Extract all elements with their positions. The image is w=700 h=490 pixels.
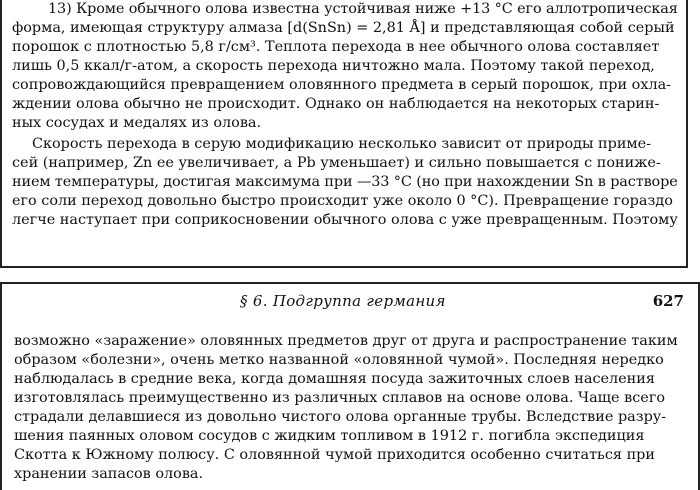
text-line: шения паянных оловом сосудов с жидким топливом в 1912 г. погибла экспедиция — [14, 428, 645, 444]
text-line: лишь 0,5 ккал/г-атом, а скорость перехода ничтожно мала. Поэтому такой переход, — [12, 58, 655, 74]
text-line: его соли переход довольно быстро происходит уже около 0 °С). Превращение гораздо — [12, 193, 673, 209]
text-line: страдали делавшиеся из довольно чистого олова органные трубы. Вследствие разру- — [14, 409, 667, 425]
page-number: 627 — [652, 292, 684, 310]
text-line: хранении запасов олова. — [14, 466, 204, 482]
paragraph-start-line: Скорость перехода в серую модификацию несколько зависит от природы приме- — [32, 136, 651, 152]
text-line: образом «болезни», очень метко названной «оловянной чумой». Последняя нередко — [14, 352, 664, 368]
text-line: 13) Кроме обычного олова известна устойчивая ниже +13 °С его аллотропическая — [48, 1, 678, 17]
section-title: § 6. Подгруппа германия — [240, 292, 446, 310]
text-line: ждении олова обычно не происходит. Однако он наблюдается на некоторых старин- — [12, 96, 660, 112]
text-line: Скотта к Южному полюсу. С оловянной чумой приходится особенно считаться при — [14, 447, 655, 463]
text-line: изготовлялась преимущественно из различных сплавов на основе олова. Чаще всего — [14, 390, 666, 406]
bottom-page-fragment — [0, 282, 700, 490]
text-line: сопровождающийся превращением оловянного предмета в серый порошок, при охла- — [12, 77, 672, 93]
text-line: форма, имеющая структуру алмаза [d(SnSn) = 2,81 Å] и представляющая собой серый — [12, 20, 675, 36]
text-line: возможно «заражение» оловянных предметов друг от друга и распространение таким — [14, 333, 678, 349]
text-line: наблюдалась в средние века, когда домашняя посуда зажиточных слоев населения — [14, 371, 655, 387]
text-line: сей (например, Zn ее увеличивает, а Pb уменьшает) и сильно повышается с пониже- — [12, 155, 661, 171]
text-line: ных сосудах и медалях из олова. — [12, 115, 262, 131]
running-head — [2, 292, 698, 312]
text-line: легче наступает при соприкосновении обычного олова с уже превращенным. Поэтому — [12, 212, 678, 228]
text-line: нием температуры, достигая максимума при —33 °С (но при нахождении Sn в растворе — [12, 174, 678, 190]
text-line: порошок с плотностью 5,8 г/см³. Теплота перехода в нее обычного олова составляет — [12, 39, 660, 55]
